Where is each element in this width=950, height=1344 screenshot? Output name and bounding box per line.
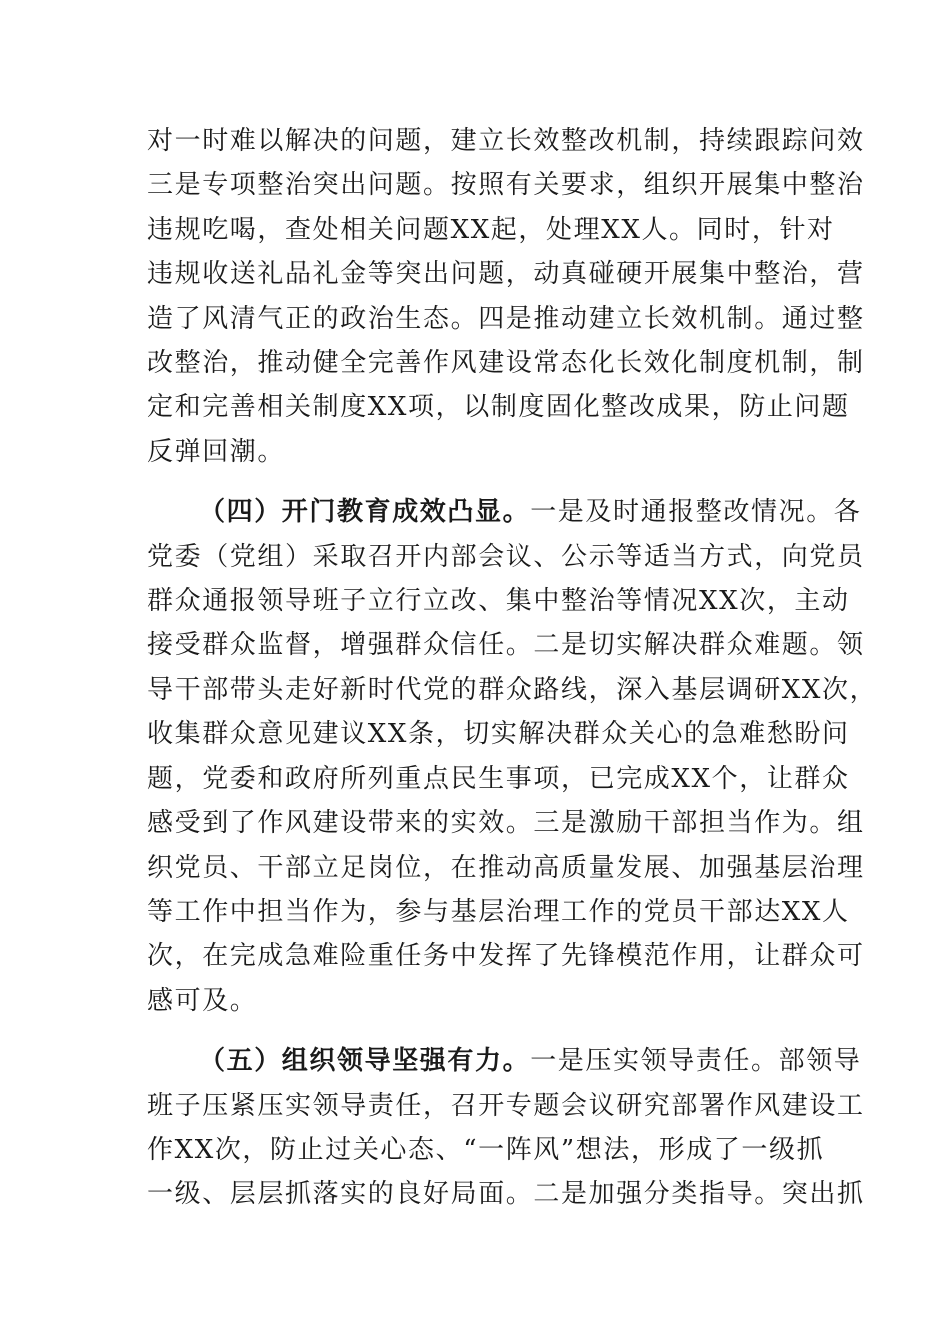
document-body — [147, 119, 878, 1217]
text-line: 等工作中担当作为，参与基层治理工作的党员干部达XX人 — [147, 896, 850, 927]
paragraph-gap — [147, 1023, 807, 1039]
text-line: 感受到了作风建设带来的实效。三是激励干部担当作为。组 — [147, 808, 865, 839]
text-line: 违规收送礼品礼金等突出问题，动真碰硬开展集中整治，营 — [147, 259, 865, 290]
text-line: 感可及。 — [147, 985, 258, 1016]
text-line: 题，党委和政府所列重点民生事项，已完成XX个，让群众 — [147, 763, 850, 794]
text-line: 次，在完成急难险重任务中发挥了先锋模范作用，让群众可 — [147, 941, 865, 972]
text-line: 接受群众监督，增强群众信任。二是切实解决群众难题。领 — [147, 630, 865, 661]
text-line: 班子压紧压实领导责任，召开专题会议研究部署作风建设工 — [147, 1090, 865, 1121]
paragraph-text: 一是压实领导责任。部领导 — [530, 1046, 862, 1077]
text-line: 群众通报领导班子立行立改、集中整治等情况XX次，主动 — [147, 586, 850, 617]
text-line: 反弹回潮。 — [147, 436, 286, 467]
paragraph-gap — [147, 474, 807, 490]
section-heading: （四）开门教育成效凸显。 — [199, 497, 531, 528]
text-line: 导干部带头走好新时代党的群众路线，深入基层调研XX次， — [147, 674, 878, 705]
text-line: 造了风清气正的政治生态。四是推动建立长效机制。通过整 — [147, 303, 865, 334]
text-line: 定和完善相关制度XX项，以制度固化整改成果，防止问题 — [147, 392, 850, 423]
text-line: 织党员、干部立足岗位，在推动高质量发展、加强基层治理 — [147, 852, 865, 883]
paragraph-first-line — [147, 1039, 862, 1083]
text-line: 三是专项整治突出问题。按照有关要求，组织开展集中整治 — [147, 170, 865, 201]
paragraph-first-line — [147, 490, 862, 534]
text-line: 收集群众意见建议XX条，切实解决群众关心的急难愁盼问 — [147, 719, 850, 750]
text-line: 一级、层层抓落实的良好局面。二是加强分类指导。突出抓 — [147, 1179, 865, 1210]
paragraph-section-five — [147, 1039, 865, 1217]
paragraph-section-four — [147, 490, 878, 1023]
text-line: 党委（党组）采取召开内部会议、公示等适当方式，向党员 — [147, 541, 865, 572]
text-line: 改整治，推动健全完善作风建设常态化长效化制度机制，制 — [147, 348, 865, 379]
paragraph-continuation — [147, 119, 865, 474]
paragraph-text: 一是及时通报整改情况。各 — [530, 497, 862, 528]
text-line: 违规吃喝，查处相关问题XX起，处理XX人。同时，针对 — [147, 214, 835, 245]
text-line: 作XX次，防止过关心态、“一阵风”想法，形成了一级抓 — [147, 1134, 825, 1165]
text-line: 对一时难以解决的问题，建立长效整改机制，持续跟踪问效 — [147, 126, 865, 156]
section-heading: （五）组织领导坚强有力。 — [199, 1046, 531, 1077]
